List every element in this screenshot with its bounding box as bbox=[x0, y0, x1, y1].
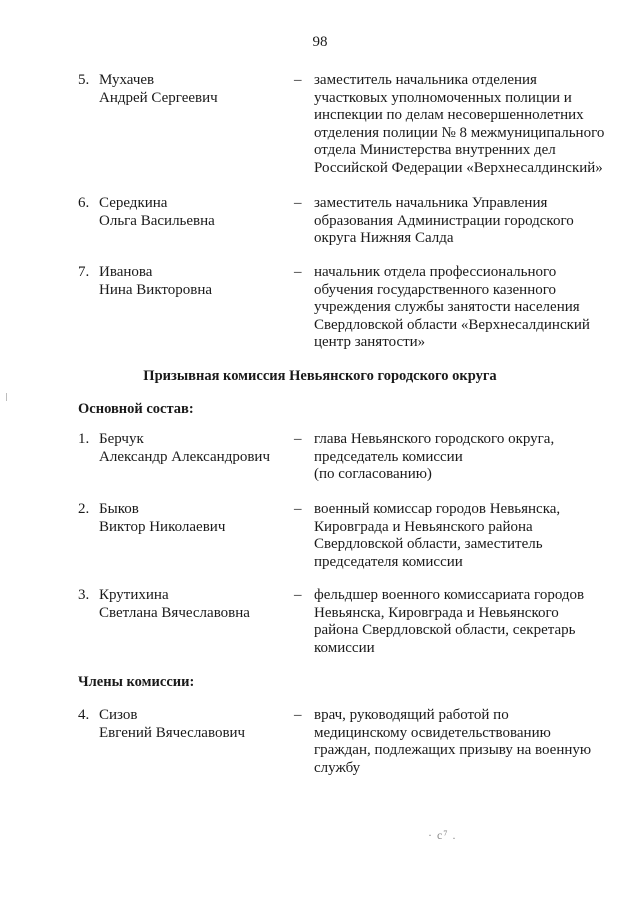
dash-separator: – bbox=[294, 431, 302, 447]
position-text bbox=[314, 707, 614, 777]
given-names: Евгений Вячеславович bbox=[99, 724, 246, 741]
position-line: учреждения службы занятости населения bbox=[314, 299, 580, 316]
page-number: 98 bbox=[312, 34, 328, 50]
margin-mark bbox=[6, 393, 7, 401]
dash-separator: – bbox=[294, 707, 302, 723]
surname: Берчук bbox=[99, 431, 144, 447]
item-number: 7. bbox=[78, 264, 90, 280]
position-line: (по согласованию) bbox=[314, 466, 432, 483]
surname: Середкина bbox=[99, 195, 168, 211]
given-names: Александр Александрович bbox=[99, 448, 270, 465]
position-line: участковых уполномоченных полиции и bbox=[314, 89, 572, 106]
surname: Крутихина bbox=[99, 587, 169, 603]
item-number: 6. bbox=[78, 195, 90, 211]
person-name bbox=[99, 72, 299, 107]
position-line: заместитель начальника отделения bbox=[314, 72, 537, 88]
position-line: председателя комиссии bbox=[314, 553, 463, 570]
position-line: центр занятости» bbox=[314, 334, 426, 351]
position-line: округа Нижняя Салда bbox=[314, 230, 454, 247]
stamp-mark: · с⁷ . bbox=[428, 828, 457, 842]
members-section-heading: Члены комиссии: bbox=[78, 674, 195, 690]
item-number: 4. bbox=[78, 707, 90, 723]
position-text bbox=[314, 264, 614, 352]
position-line: председатель комиссии bbox=[314, 448, 463, 465]
item-number: 5. bbox=[78, 72, 90, 88]
position-line: обучения государственного казенного bbox=[314, 281, 557, 298]
position-line: отдела Министерства внутренних дел bbox=[314, 142, 556, 159]
main-section-heading: Основной состав: bbox=[78, 401, 194, 417]
position-line: военный комиссар городов Невьянска, bbox=[314, 501, 561, 517]
dash-separator: – bbox=[294, 72, 302, 88]
person-name bbox=[99, 501, 299, 536]
position-line: медицинскому освидетельствованию bbox=[314, 724, 551, 741]
position-text bbox=[314, 431, 614, 484]
given-names: Нина Викторовна bbox=[99, 281, 213, 298]
position-text bbox=[314, 72, 614, 178]
position-line: Кировграда и Невьянского района bbox=[314, 518, 533, 535]
position-line: глава Невьянского городского округа, bbox=[314, 431, 555, 447]
person-name bbox=[99, 264, 299, 299]
position-text bbox=[314, 501, 614, 571]
item-number: 1. bbox=[78, 431, 90, 447]
position-text bbox=[314, 195, 614, 248]
position-line: отделения полиции № 8 межмуниципального bbox=[314, 124, 605, 141]
position-line: заместитель начальника Управления bbox=[314, 195, 548, 211]
position-line: фельдшер военного комиссариата городов bbox=[314, 587, 585, 603]
position-line: Российской Федерации «Верхнесалдинский» bbox=[314, 159, 603, 176]
dash-separator: – bbox=[294, 587, 302, 603]
given-names: Ольга Васильевна bbox=[99, 212, 215, 229]
dash-separator: – bbox=[294, 195, 302, 211]
position-line: образования Администрации городского bbox=[314, 212, 574, 229]
position-line: комиссии bbox=[314, 639, 375, 656]
position-line: инспекции по делам несовершеннолетних bbox=[314, 107, 584, 124]
surname: Быков bbox=[99, 501, 139, 517]
position-line: района Свердловской области, секретарь bbox=[314, 622, 576, 639]
person-name bbox=[99, 431, 299, 466]
surname: Сизов bbox=[99, 707, 138, 723]
surname: Иванова bbox=[99, 264, 153, 280]
position-line: Свердловской области «Верхнесалдинский bbox=[314, 316, 590, 333]
position-line: службу bbox=[314, 759, 361, 776]
surname: Мухачев bbox=[99, 72, 155, 88]
item-number: 2. bbox=[78, 501, 90, 517]
position-line: граждан, подлежащих призыву на военную bbox=[314, 742, 592, 759]
position-line: врач, руководящий работой по bbox=[314, 707, 509, 723]
dash-separator: – bbox=[294, 501, 302, 517]
position-line: Невьянска, Кировграда и Невьянского bbox=[314, 604, 559, 621]
person-name bbox=[99, 195, 299, 230]
given-names: Виктор Николаевич bbox=[99, 518, 226, 535]
position-line: Свердловской области, заместитель bbox=[314, 536, 543, 553]
commission-heading: Призывная комиссия Невьянского городского округа bbox=[143, 368, 497, 384]
dash-separator: – bbox=[294, 264, 302, 280]
person-name bbox=[99, 707, 299, 742]
person-name bbox=[99, 587, 299, 622]
item-number: 3. bbox=[78, 587, 90, 603]
position-line: начальник отдела профессионального bbox=[314, 264, 557, 280]
given-names: Андрей Сергеевич bbox=[99, 89, 218, 106]
position-text bbox=[314, 587, 614, 657]
given-names: Светлана Вячеславовна bbox=[99, 604, 250, 621]
